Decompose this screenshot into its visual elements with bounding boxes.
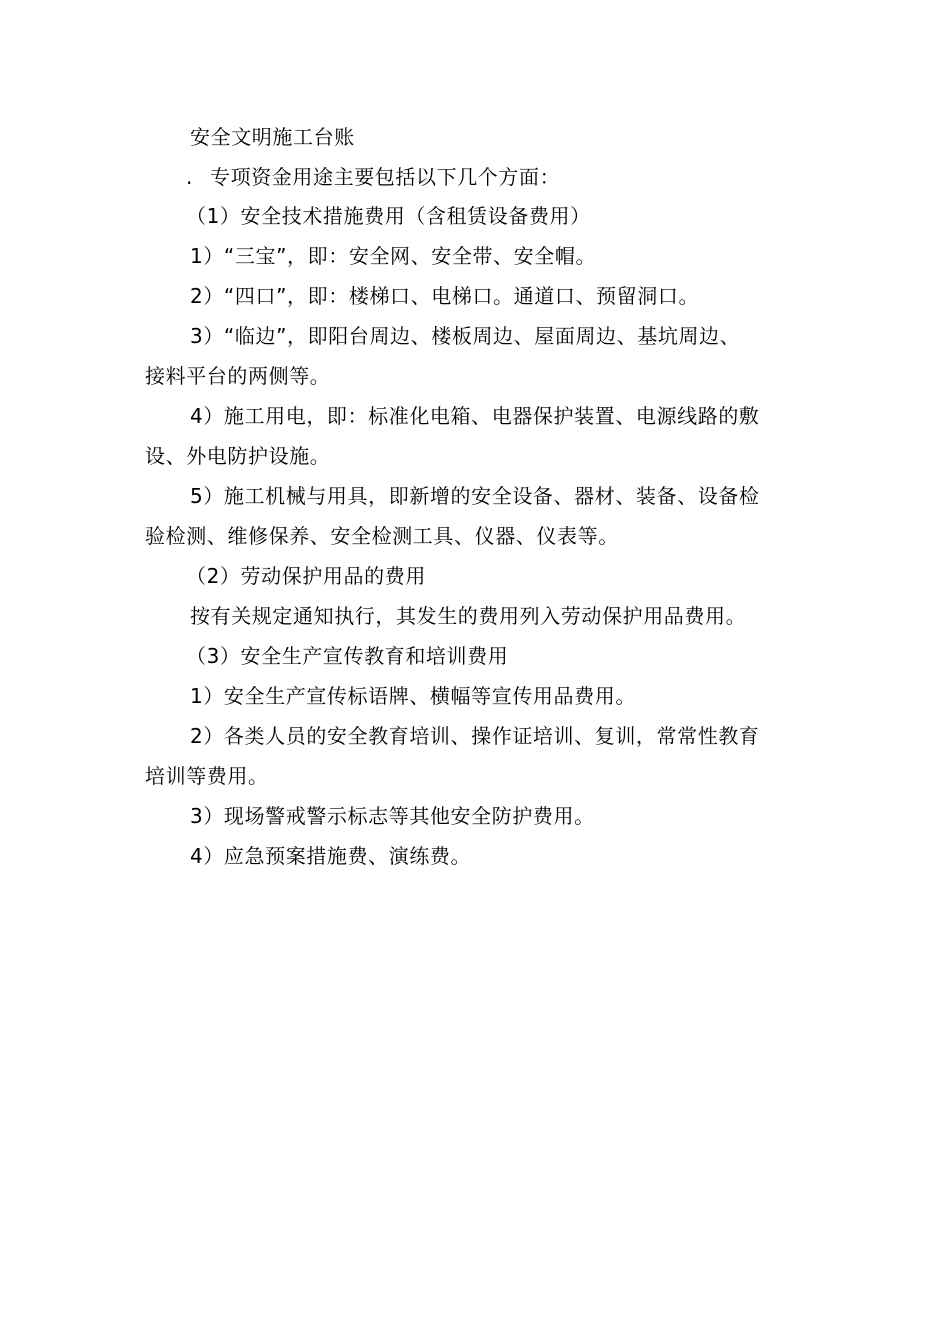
- intro-paragraph: 专项资金用途主要包括以下几个方面：: [210, 165, 561, 189]
- list-item: 1）“三宝”，即：安全网、安全带、安全帽。: [190, 244, 597, 268]
- list-item-continuation: 培训等费用。: [145, 764, 269, 788]
- list-item: 2）各类人员的安全教育培训、操作证培训、复训，常常性教育: [190, 724, 760, 748]
- list-item: 4）施工用电，即：标准化电箱、电器保护装置、电源线路的敷: [190, 404, 760, 428]
- list-item: 4）应急预案措施费、演练费。: [190, 844, 472, 868]
- list-item: 3）现场警戒警示标志等其他安全防护费用。: [190, 804, 595, 828]
- list-item: 5）施工机械与用具，即新增的安全设备、器材、装备、设备检: [190, 484, 760, 508]
- section-heading-1: （1）安全技术措施费用（含租赁设备费用）: [186, 204, 591, 228]
- section-body: 按有关规定通知执行，其发生的费用列入劳动保护用品费用。: [190, 604, 747, 628]
- intro-marker: .: [186, 165, 193, 189]
- list-item: 3）“临边”，即阳台周边、楼板周边、屋面周边、基坑周边、: [190, 324, 741, 348]
- list-item-continuation: 接料平台的两侧等。: [145, 364, 331, 388]
- document-title: 安全文明施工台账: [190, 125, 355, 149]
- list-item-continuation: 设、外电防护设施。: [145, 444, 331, 468]
- section-heading-2: （2）劳动保护用品的费用: [186, 564, 426, 588]
- list-item: 1）安全生产宣传标语牌、横幅等宣传用品费用。: [190, 684, 636, 708]
- list-item-continuation: 验检测、维修保养、安全检测工具、仪器、仪表等。: [145, 524, 619, 548]
- list-item: 2）“四口”，即：楼梯口、电梯口。通道口、预留洞口。: [190, 284, 700, 308]
- section-heading-3: （3）安全生产宣传教育和培训费用: [186, 644, 509, 668]
